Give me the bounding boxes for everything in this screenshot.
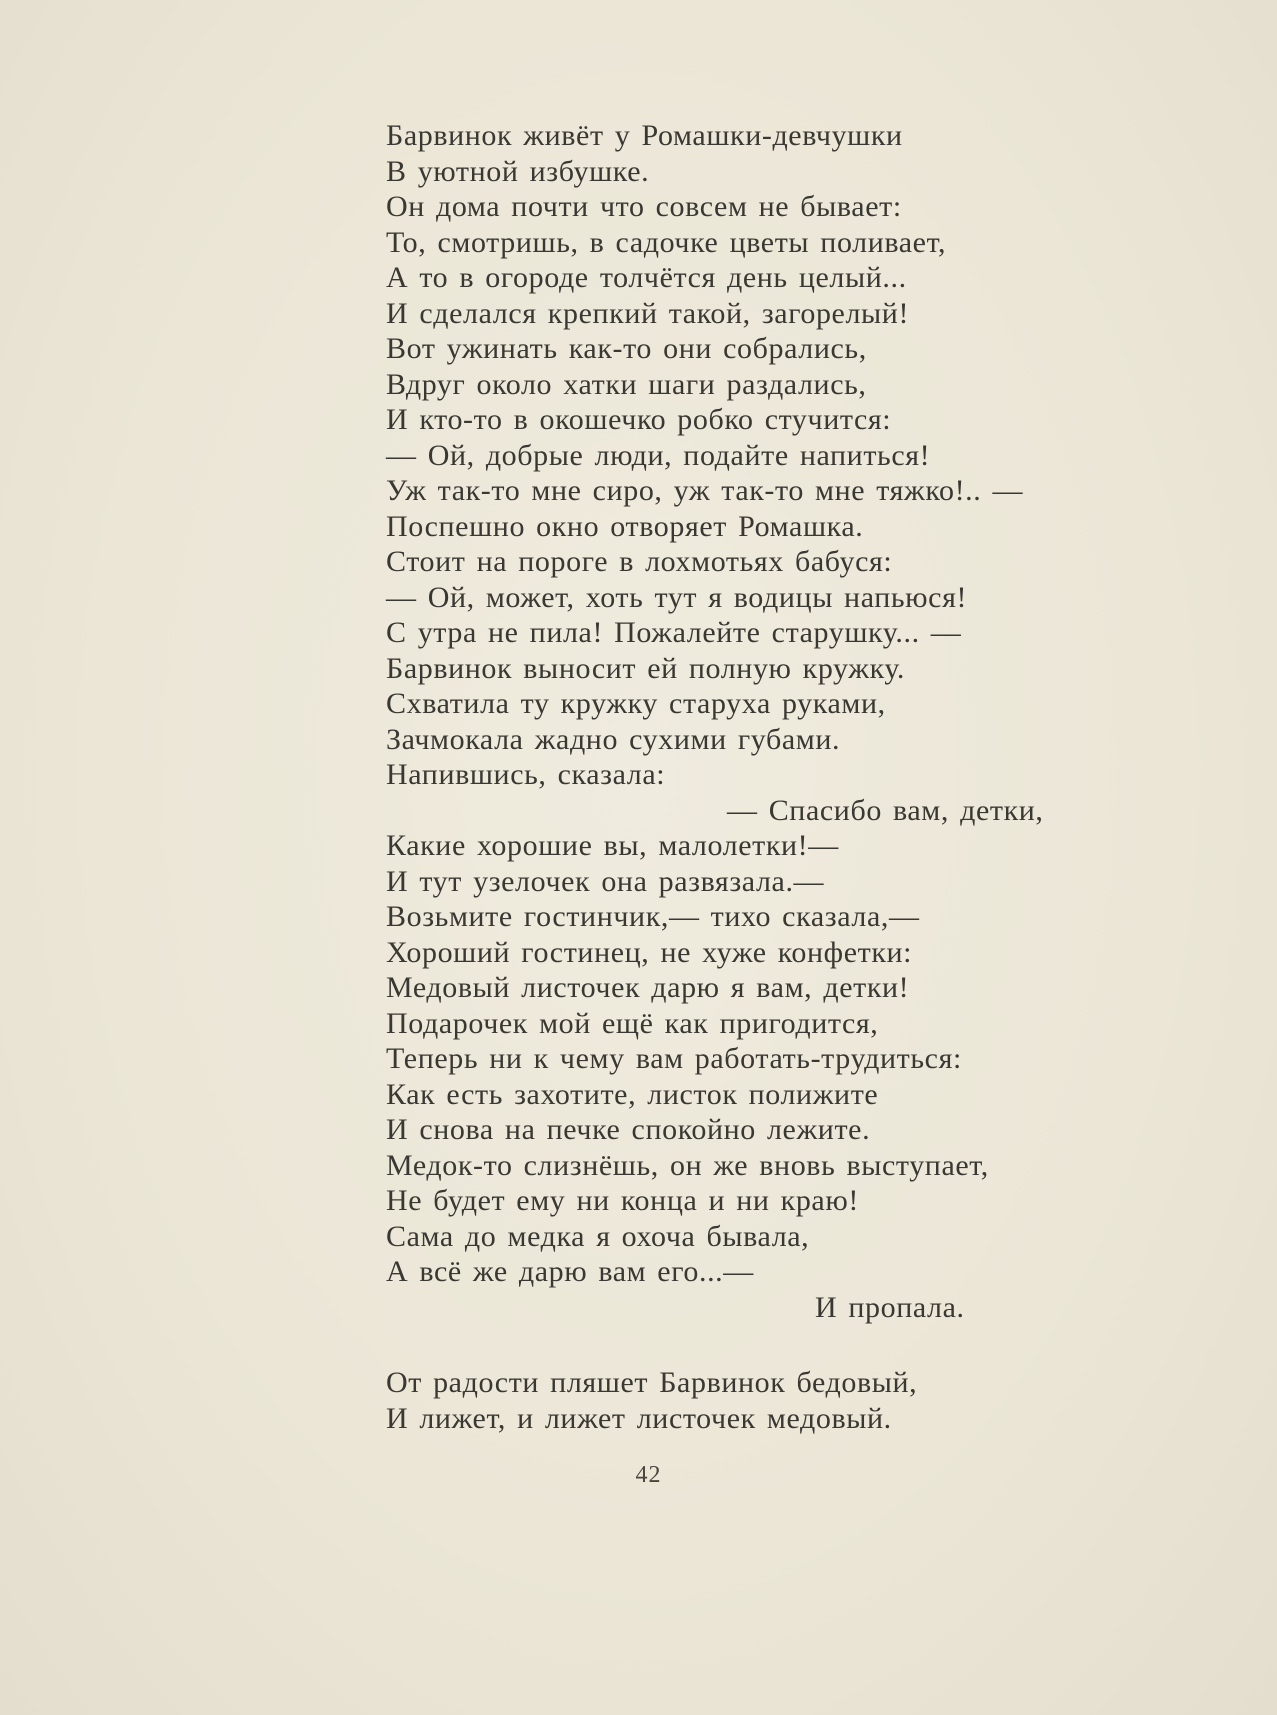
stanza-break — [386, 1325, 1106, 1365]
poem-line-indented: И пропала. — [815, 1290, 965, 1324]
poem-line: А то в огороде толчётся день целый... — [386, 261, 907, 294]
poem-line: А всё же дарю вам его...— — [386, 1255, 754, 1288]
poem-line: Теперь ни к чему вам работать-трудиться: — [386, 1042, 962, 1075]
poem-line: — Ой, может, хоть тут я водицы напьюся! — [386, 580, 968, 614]
poem-line: Стоит на пороге в лохмотьях бабуся: — [386, 545, 893, 578]
poem-line: Барвинок выносит ей полную кружку. — [386, 651, 906, 685]
poem-line: Поспешно окно отворяет Ромашка. — [386, 509, 864, 543]
page-number: 42 — [635, 1462, 662, 1488]
poem-line: Медовый листочек дарю я вам, детки! — [386, 971, 910, 1004]
poem-line: В уютной избушке. — [386, 154, 650, 188]
poem-line: Схватила ту кружку старуха руками, — [386, 687, 886, 720]
poem-line: Вдруг около хатки шаги раздались, — [386, 367, 867, 401]
poem-line: Как есть захотите, листок полижите — [386, 1077, 879, 1111]
poem-line: Возьмите гостинчик,— тихо сказала,— — [386, 900, 920, 933]
poem-line: Сама до медка я охоча бывала, — [386, 1219, 810, 1253]
poem-final-line: И лижет, и лижет листочек медовый. — [386, 1401, 892, 1435]
poem-line-indented: — Спасибо вам, детки, — [727, 793, 1044, 827]
poem-line: Подарочек мой ещё как пригодится, — [386, 1006, 879, 1040]
poem-line: — Ой, добрые люди, подайте напиться! — [386, 438, 931, 472]
poem-line: И тут узелочек она развязала.— — [386, 864, 825, 898]
poem-line: Какие хорошие вы, малолетки!— — [386, 829, 839, 862]
poem-line: Уж так-то мне сиро, уж так-то мне тяжко!.. — — [386, 474, 1024, 507]
poem-line: И кто-то в окошечко робко стучится: — [386, 403, 892, 436]
poem-text — [386, 118, 1106, 1436]
poem-final-line: От радости пляшет Барвинок бедовый, — [386, 1366, 918, 1399]
poem-line: И снова на печке спокойно лежите. — [386, 1113, 871, 1146]
poem-line: И сделался крепкий такой, загорелый! — [386, 296, 910, 330]
poem-line: Барвинок живёт у Ромашки-девчушки — [386, 119, 903, 152]
poem-line: Медок-то слизнёшь, он же вновь выступает, — [386, 1148, 989, 1182]
poem-line: Напившись, сказала: — [386, 758, 666, 791]
poem-line: Он дома почти что совсем не бывает: — [386, 190, 902, 223]
poem-line: С утра не пила! Пожалейте старушку... — — [386, 616, 962, 649]
poem-line: Вот ужинать как-то они собрались, — [386, 332, 867, 365]
poem-line: Зачмокала жадно сухими губами. — [386, 722, 841, 756]
poem-line: Хороший гостинец, не хуже конфетки: — [386, 935, 913, 969]
poem-line: То, смотришь, в садочке цветы поливает, — [386, 225, 947, 259]
poem-line: Не будет ему ни конца и ни краю! — [386, 1184, 859, 1217]
